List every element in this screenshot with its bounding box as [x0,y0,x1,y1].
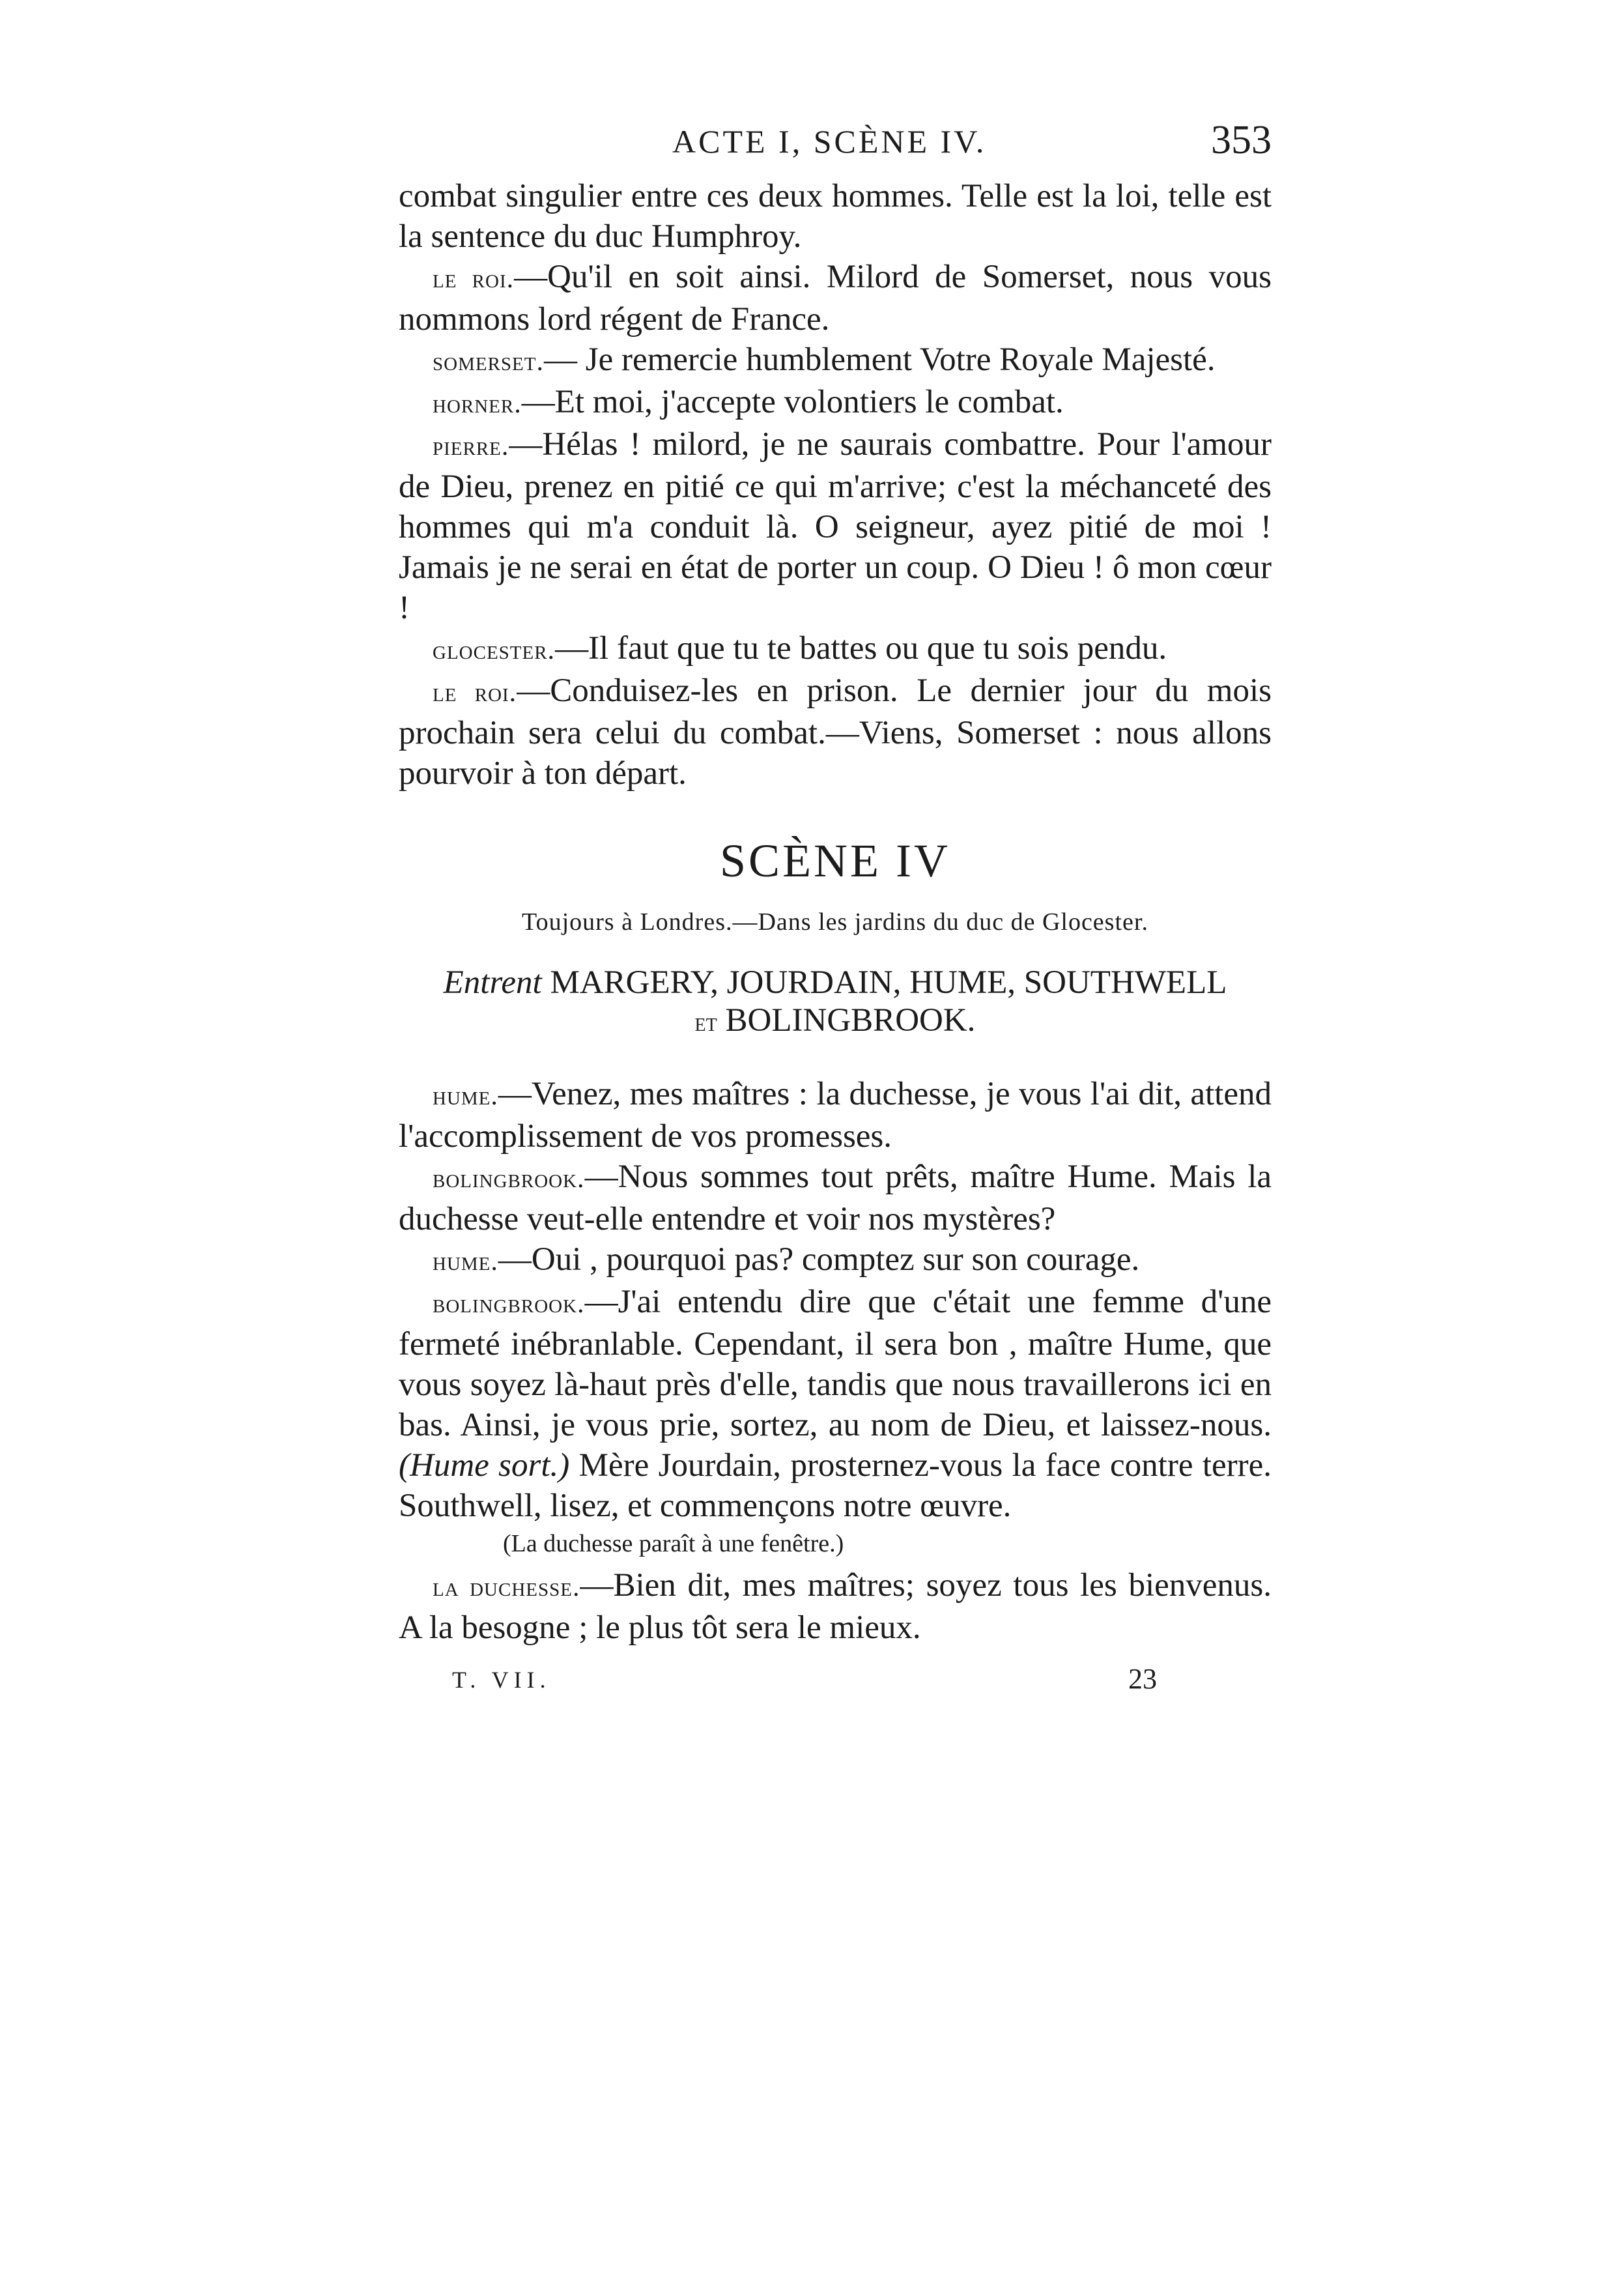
speech-paragraph [399,382,1272,424]
speech-paragraph [399,1565,1272,1648]
speech-paragraph [399,628,1272,670]
speaker-name: le roi. [433,678,517,708]
speech-text: —Et moi, j'accepte volontiers le combat. [521,384,1064,420]
scene-setting: Toujours à Londres.—Dans les jardins du duc de Glocester. [522,908,1148,936]
volume-signature: T. VII. [452,1667,551,1693]
speaker-name: hume. [433,1246,498,1276]
entrance-direction [399,964,1272,1041]
speaker-name: bolingbrook. [433,1164,585,1194]
entrance-names-last: BOLINGBROOK. [725,1002,976,1039]
speaker-name: la duchesse. [433,1572,580,1602]
book-page [399,111,1272,1712]
speaker-name: bolingbrook. [433,1289,585,1319]
speech-text: —Nous sommes tout prêts, maître Hume. Mais la duchesse veut-elle entendre et voir nos mystères? [399,1159,1272,1237]
speech-text-continued: Mère Jourdain, prosternez-vous la face contre terre. Southwell, lisez, et commençons notre œuvre. [399,1447,1272,1524]
speech-paragraph [399,339,1272,382]
speech-text: —Hélas ! milord, je ne saurais combattre. Pour l'amour de Dieu, prenez en pitié ce qui m'arrive; c'est la méchanceté des hommes qui m'a conduit là. O seigneur, ayez pitié de moi ! Jamais je ne serai en état de porter un coup. O Dieu ! ô mon cœur ! [399,426,1272,626]
speaker-name: somerset. [433,347,544,377]
speaker-name: hume. [433,1081,498,1111]
page-number: 353 [1211,118,1272,162]
speech-paragraph [399,1282,1272,1526]
speech-paragraph [399,1239,1272,1282]
entrance-verb: Entrent [443,964,542,1001]
page-footer [399,1660,1272,1712]
speech-paragraph [399,257,1272,339]
speech-text: —Il faut que tu te battes ou que tu sois pendu. [555,630,1167,667]
speaker-name: le roi. [433,264,515,294]
entrance-names: MARGERY, JOURDAIN, HUME, SOUTHWELL [550,964,1227,1001]
speech-text: —J'ai entendu dire que c'était une femme d'une fermeté inébranlable. Cependant, il sera bon , maître Hume, que vous soyez là-haut près d'elle, tandis que nous travaillerons ici en bas. Ainsi, je vous prie, sortez, au nom de Dieu, et laissez-nous. [399,1284,1272,1443]
stage-direction: (La duchesse paraît à une fenêtre.) [503,1530,844,1557]
speech-paragraph [399,1074,1272,1157]
speech-paragraph [399,424,1272,628]
gathering-signature: 23 [1128,1663,1157,1695]
speech-text: —Venez, mes maîtres : la duchesse, je vous l'ai dit, attend l'accomplissement de vos promesses. [399,1076,1272,1155]
running-title: ACTE I, SCÈNE IV. [672,123,987,160]
speech-text: —Conduisez-les en prison. Le dernier jour du mois prochain sera celui du combat.—Viens, Somerset : nous allons pourvoir à ton départ. [399,672,1272,792]
scene-title: SCÈNE IV [720,835,950,887]
speech-text: —Oui , pourquoi pas? comptez sur son courage. [498,1241,1140,1278]
speech-paragraph [399,670,1272,794]
inline-stage-direction: (Hume sort.) [399,1447,570,1484]
speech-text: — Je remercie humblement Votre Royale Majesté. [543,341,1216,378]
speech-paragraph [399,1157,1272,1239]
speaker-name: glocester. [433,635,556,665]
running-head [399,111,1272,176]
entrance-conjunction: et [694,1007,717,1037]
speech-text: —Qu'il en soit ainsi. Milord de Somerset, nous vous nommons lord régent de France. [399,259,1272,338]
opening-paragraph: combat singulier entre ces deux hommes. Telle est la loi, telle est la sentence du duc Humphroy. [399,178,1272,255]
speaker-name: pierre. [433,431,509,461]
speaker-name: horner. [433,389,522,419]
speech-text: —Bien dit, mes maîtres; soyez tous les bienvenus. A la besogne ; le plus tôt sera le mieux. [399,1567,1272,1646]
